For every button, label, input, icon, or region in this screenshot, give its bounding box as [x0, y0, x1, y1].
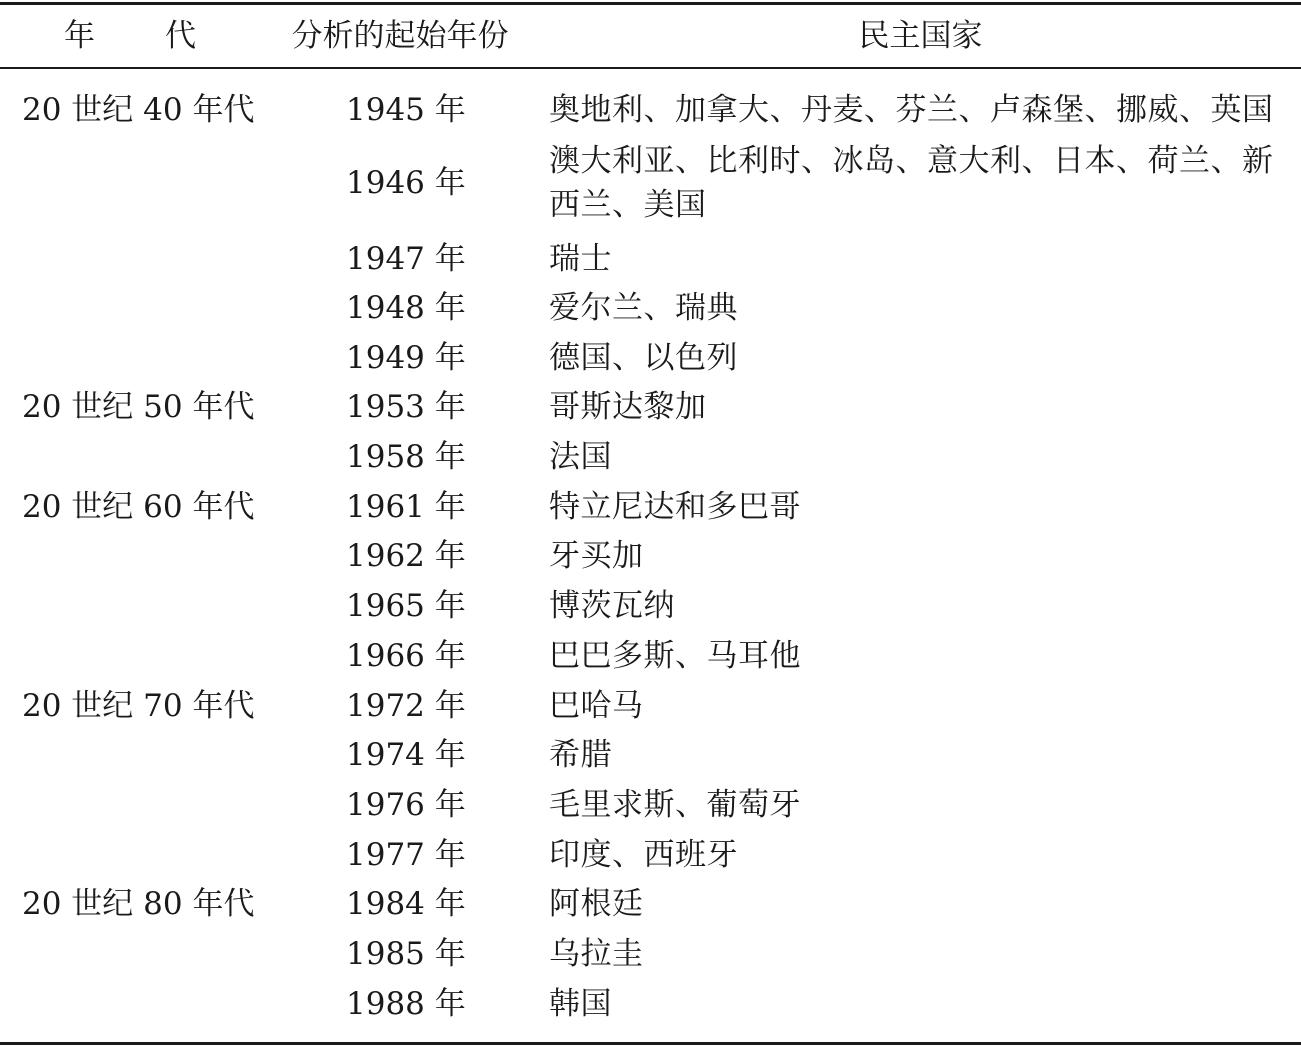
- start-year-cell: 1977 年: [346, 837, 466, 873]
- table-top-rule: [0, 2, 1301, 5]
- start-year-cell: 1949 年: [346, 340, 466, 376]
- decade-cell: 20 世纪 80 年代: [22, 886, 255, 922]
- table-header-rule: [0, 67, 1301, 69]
- start-year-cell: 1948 年: [346, 290, 466, 326]
- start-year-cell: 1946 年: [346, 165, 466, 201]
- start-year-cell: 1962 年: [346, 538, 466, 574]
- start-year-cell: 1966 年: [346, 638, 466, 674]
- countries-cell: 乌拉圭: [549, 936, 644, 972]
- countries-cell: 法国: [549, 439, 612, 475]
- countries-cell: 博茨瓦纳: [549, 588, 675, 624]
- header-start-year: 分析的起始年份: [291, 18, 509, 54]
- countries-cell: 阿根廷: [549, 886, 644, 922]
- header-decade-char-1: 年: [64, 18, 95, 54]
- countries-cell: 韩国: [549, 986, 612, 1022]
- start-year-cell: 1965 年: [346, 588, 466, 624]
- countries-cell: 德国、以色列: [549, 340, 738, 376]
- header-decade-char-2: 代: [165, 18, 196, 54]
- decade-cell: 20 世纪 40 年代: [22, 92, 255, 128]
- countries-cell: 瑞士: [549, 241, 612, 277]
- countries-cell: 希腊: [549, 737, 612, 773]
- countries-cell: 爱尔兰、瑞典: [549, 290, 738, 326]
- header-decade: [0, 14, 260, 58]
- countries-cell: 奥地利、加拿大、丹麦、芬兰、卢森堡、挪威、英国: [549, 92, 1274, 128]
- start-year-cell: 1988 年: [346, 986, 466, 1022]
- header-countries: 民主国家: [858, 18, 983, 54]
- start-year-cell: 1945 年: [346, 92, 466, 128]
- start-year-cell: 1972 年: [346, 688, 466, 724]
- decade-cell: 20 世纪 50 年代: [22, 389, 255, 425]
- decade-cell: 20 世纪 70 年代: [22, 688, 255, 724]
- start-year-cell: 1974 年: [346, 737, 466, 773]
- countries-cell: 印度、西班牙: [549, 837, 738, 873]
- countries-cell: 哥斯达黎加: [549, 389, 707, 425]
- start-year-cell: 1958 年: [346, 439, 466, 475]
- countries-cell: 特立尼达和多巴哥: [549, 489, 801, 525]
- start-year-cell: 1985 年: [346, 936, 466, 972]
- start-year-cell: 1976 年: [346, 787, 466, 823]
- start-year-cell: 1961 年: [346, 489, 466, 525]
- start-year-cell: 1984 年: [346, 886, 466, 922]
- countries-cell: 澳大利亚、比利时、冰岛、意大利、日本、荷兰、新西兰、美国: [549, 143, 1274, 223]
- countries-cell: 牙买加: [549, 538, 644, 574]
- countries-cell: 巴哈马: [549, 688, 644, 724]
- table-bottom-rule: [0, 1042, 1301, 1045]
- countries-cell: 巴巴多斯、马耳他: [549, 638, 801, 674]
- start-year-cell: 1953 年: [346, 389, 466, 425]
- decade-cell: 20 世纪 60 年代: [22, 489, 255, 525]
- start-year-cell: 1947 年: [346, 241, 466, 277]
- countries-cell: 毛里求斯、葡萄牙: [549, 787, 801, 823]
